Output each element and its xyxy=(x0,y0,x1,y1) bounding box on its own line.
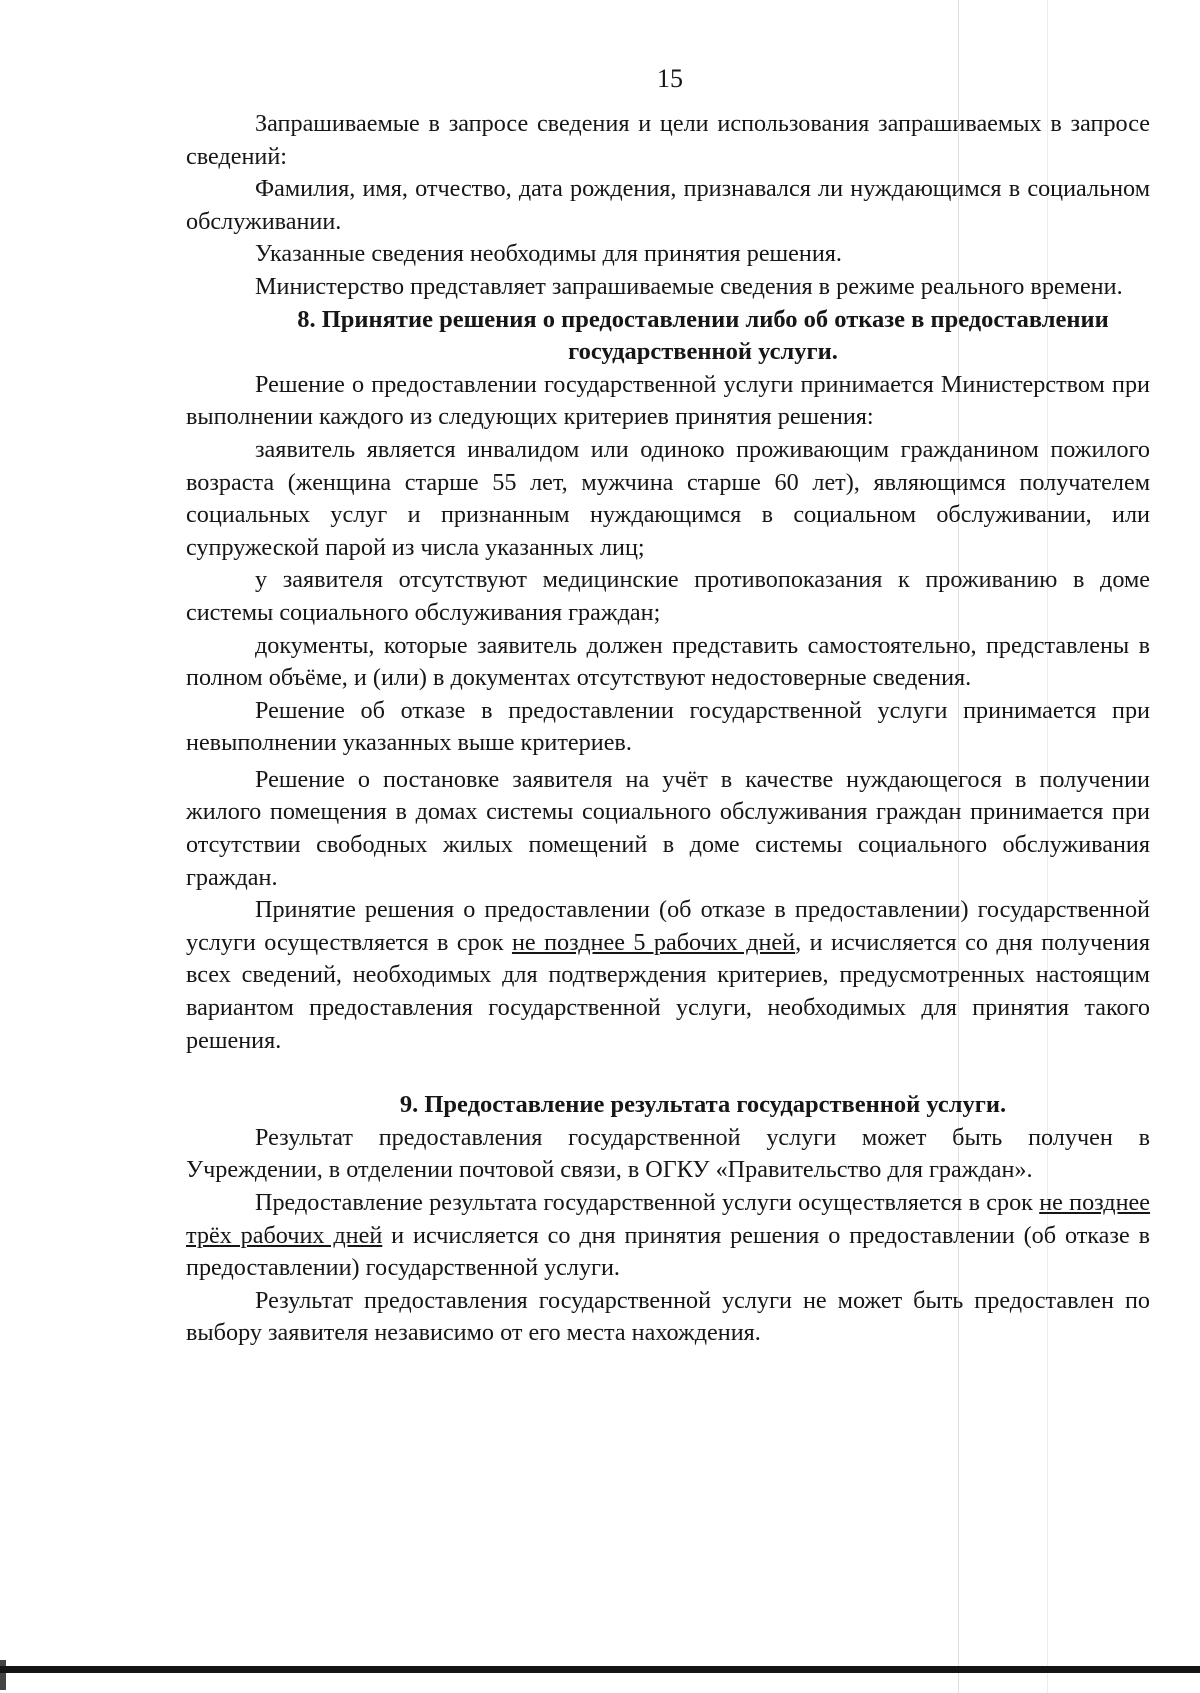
scan-edge-shadow xyxy=(0,1660,6,1690)
paragraph-text: и исчисляется со дня принятия решения о предоставлении (об отказе в предоставлении) государственной услуги. xyxy=(186,1221,1150,1282)
deadline-underlined: не позднее 5 рабочих дней xyxy=(511,928,796,956)
paragraph: у заявителя отсутствуют медицинские противопоказания к проживанию в доме системы социального обслуживания граждан; xyxy=(186,566,1150,626)
paragraph-text: , и исчисляется со дня получения всех сведений, необходимых для подтверждения критериев, предусмотренных настоящим вариантом предоставления государственной услуги, необходимых для принятия такого решения. xyxy=(186,928,1150,1054)
paragraph: Решение о постановке заявителя на учёт в качестве нуждающегося в получении жилого помещения в домах системы социального обслуживания граждан принимается при отсутствии свободных жилых помещений в доме системы социального обслуживания граждан. xyxy=(186,765,1150,891)
paragraph xyxy=(186,894,1150,1057)
deadline-underlined: не позднее трёх рабочих дней xyxy=(186,1189,1151,1249)
paragraph: Решение о предоставлении государственной услуги принимается Министерством при выполнении каждого из следующих критериев принятия решения: xyxy=(186,370,1150,431)
paragraph: Министерство представляет запрашиваемые сведения в режиме реального времени. xyxy=(255,272,1123,300)
paragraph: Результат предоставления государственной услуги не может быть предоставлен по выбору заявителя независимо от его места нахождения. xyxy=(186,1286,1150,1347)
page-number: 15 xyxy=(657,64,683,93)
section-heading-9: 9. Предоставление результата государственной услуги. xyxy=(399,1091,1007,1119)
paragraph: Фамилия, имя, отчество, дата рождения, признавался ли нуждающимся в социальном обслуживании. xyxy=(186,175,1150,235)
paragraph xyxy=(186,1187,1150,1285)
paragraph: заявитель является инвалидом или одиноко проживающим гражданином пожилого возраста (женщина старше 55 лет, мужчина старше 60 лет), являющимся получателем социальных услуг и признанным нуждающимся в социальном обслуживании, или супружеской парой из числа указанных лиц; xyxy=(186,435,1150,561)
document-body xyxy=(186,108,1150,1350)
paragraph: Решение об отказе в предоставлении государственной услуги принимается при невыполнении указанных выше критериев. xyxy=(186,696,1150,757)
paragraph: Запрашиваемые в запросе сведения и цели использования запрашиваемых в запросе сведений: xyxy=(186,110,1150,170)
paragraph: Результат предоставления государственной услуги может быть получен в Учреждении, в отделении почтовой связи, в ОГКУ «Правительство для граждан». xyxy=(186,1123,1150,1184)
paragraph: документы, которые заявитель должен представить самостоятельно, представлены в полном объёме, и (или) в документах отсутствуют недостоверные сведения. xyxy=(186,631,1150,692)
paragraph: Указанные сведения необходимы для принятия решения. xyxy=(255,240,842,268)
section-heading-8: 8. Принятие решения о предоставлении либо об отказе в предоставлении государственной услуги. xyxy=(297,305,1109,366)
paragraph-text: Принятие решения о предоставлении (об отказе в предоставлении) государственной услуги осуществляется в срок xyxy=(186,896,1150,956)
scan-bottom-border xyxy=(0,1666,1200,1673)
paragraph-text: Предоставление результата государственной услуги осуществляется в срок xyxy=(255,1189,1040,1216)
